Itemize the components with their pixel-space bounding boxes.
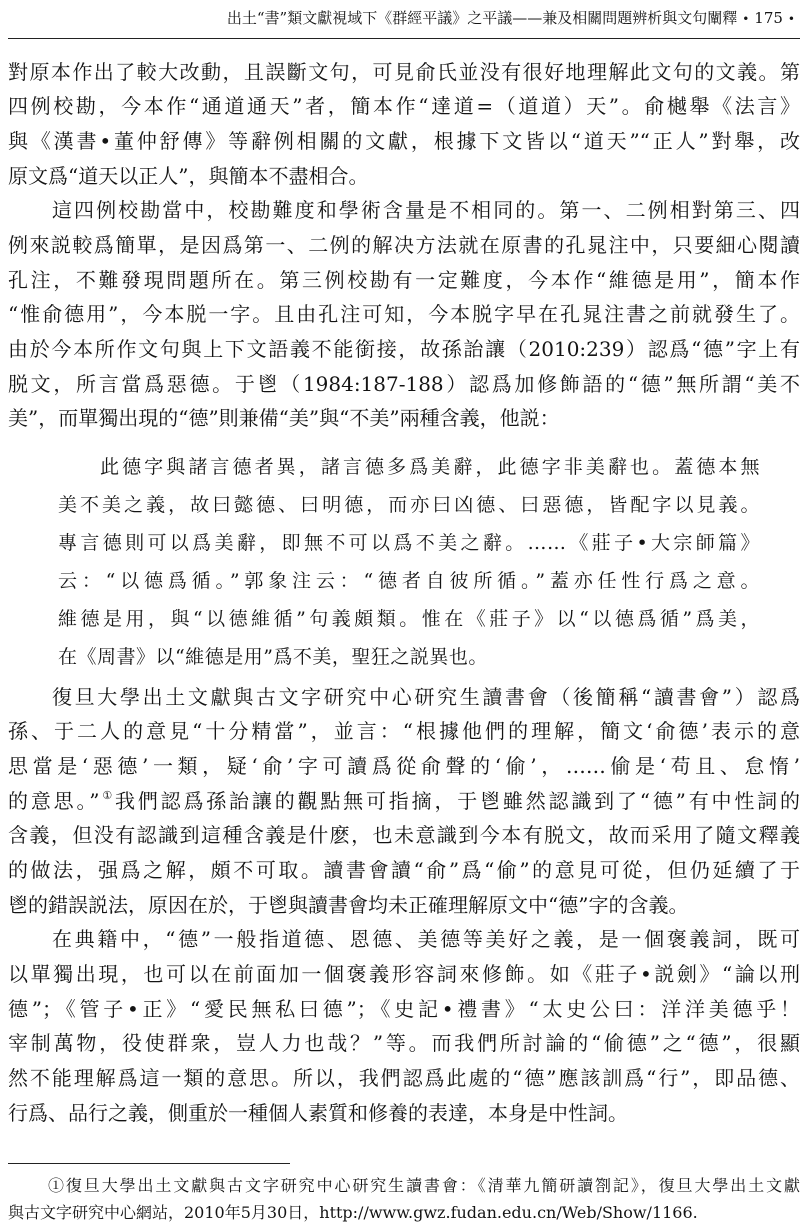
page-ornament: • bbox=[742, 12, 750, 26]
body-line: 德”；《管子•正》“愛民無私曰德”；《史記•禮書》“太史公曰：洋洋美德乎！ bbox=[8, 996, 800, 1021]
body-line: 孫、于二人的意見“十分精當”，並言：“根據他們的理解，簡文‘俞德’表示的意 bbox=[8, 719, 800, 744]
quote-line: 美不美之義，故曰懿德、曰明德，而亦曰凶德、曰惡德，皆配字以見義。 bbox=[58, 494, 760, 516]
quote-line: 專言德則可以爲美辭，即無不可以爲不美之辭。……《莊子•大宗師篇》 bbox=[58, 532, 760, 554]
running-header bbox=[227, 6, 800, 30]
body-line-with-note bbox=[8, 784, 800, 819]
body-text-bottom bbox=[8, 680, 800, 1131]
footnote-line bbox=[8, 1172, 800, 1199]
body-line: 含義，但没有認識到這種含義是什麽，也未意識到今本有脱文，故而采用了隨文釋義 bbox=[8, 823, 800, 848]
quote-line: 此德字與諸言德者異，諸言德多爲美辭，此德字非美辭也。蓋德本無 bbox=[100, 456, 760, 478]
footnote-reference: ① bbox=[99, 788, 115, 802]
body-line: 由於今本所作文句與上下文語義不能銜接，故孫詒讓（2010:239）認爲“德”字上有 bbox=[8, 337, 800, 362]
footnote-line: 與古文字研究中心網站，2010年5月30日，http://www.gwz.fudan.edu.cn/Web/Show/1166. bbox=[8, 1203, 698, 1222]
page-number: 175 bbox=[754, 9, 783, 27]
body-line: 例來説較爲簡單，是因爲第一、二例的解决方法就在原書的孔晁注中，只要細心閱讀 bbox=[8, 233, 800, 258]
body-line: 孔注，不難發現問題所在。第三例校勘有一定難度，今本作“維德是用”，簡本作 bbox=[8, 267, 800, 292]
body-line: 四例校勘，今本作“通道通天”者，簡本作“達道=（道道）天”。俞樾舉《法言》 bbox=[8, 94, 800, 119]
page-ornament: • bbox=[787, 12, 795, 26]
footnote-marker: ① bbox=[48, 1176, 66, 1195]
footnote-rule bbox=[8, 1163, 290, 1164]
body-line: 原文爲“道天以正人”，與簡本不盡相合。 bbox=[8, 163, 369, 188]
quote-line: 云：“以德爲循。”郭象注云：“德者自彼所循。”蓋亦任性行爲之意。 bbox=[58, 570, 760, 592]
line-text: 我們認爲孫詒讓的觀點無可指摘，于鬯雖然認識到了“德”有中性詞的 bbox=[115, 788, 800, 813]
body-line: “惟俞德用”，今本脱一字。且由孔注可知，今本脱字早在孔晁注書之前就發生了。 bbox=[8, 302, 800, 327]
body-line: 宰制萬物，役使群衆，豈人力也哉？”等。而我們所討論的“偷德”之“德”，很顯 bbox=[8, 1031, 800, 1056]
header-rule bbox=[8, 38, 800, 39]
body-line: 復旦大學出土文獻與古文字研究中心研究生讀書會（後簡稱“讀書會”）認爲 bbox=[52, 684, 800, 709]
body-line: 脱文，所言當爲惡德。于鬯（1984:187-188）認爲加修飾語的“德”無所謂“美不 bbox=[8, 371, 800, 396]
body-line: 行爲、品行之義，側重於一種個人素質和修養的表達，本身是中性詞。 bbox=[8, 1100, 628, 1125]
running-title: 出土“書”類文獻視域下《群經平議》之平議——兼及相關問題辨析與文句闡釋 bbox=[226, 9, 738, 27]
line-text: 的意思。” bbox=[8, 788, 100, 813]
body-line: 與《漢書•董仲舒傳》等辭例相關的文獻，根據下文皆以“道天”“正人”對舉，改 bbox=[8, 128, 800, 153]
body-line: 然不能理解爲這一類的意思。所以，我們認爲此處的“德”應該訓爲“行”，即品德、 bbox=[8, 1066, 800, 1091]
body-line: 在典籍中，“德”一般指道德、恩德、美德等美好之義，是一個褒義詞，既可 bbox=[52, 927, 800, 952]
body-line: 鬯的錯誤説法，原因在於，于鬯與讀書會均未正確理解原文中“德”字的含義。 bbox=[8, 892, 689, 917]
footnote bbox=[8, 1172, 800, 1226]
quote-line: 在《周書》以“維德是用”爲不美，聖狂之説異也。 bbox=[58, 646, 488, 668]
body-line: 的做法，强爲之解，頗不可取。讀書會讀“俞”爲“偷”的意見可從，但仍延續了于 bbox=[8, 858, 800, 883]
body-line: 這四例校勘當中，校勘難度和學術含量是不相同的。第一、二例相對第三、四 bbox=[52, 198, 800, 223]
quote-line: 維德是用，與“以德維循”句義頗類。惟在《莊子》以“以德爲循”爲美， bbox=[58, 608, 760, 630]
block-quote bbox=[58, 448, 760, 676]
body-line: 以單獨出現，也可以在前面加一個褒義形容詞來修飾。如《莊子•説劍》“論以刑 bbox=[8, 962, 800, 987]
footnote-text: 復旦大學出土文獻與古文字研究中心研究生讀書會：《清華九簡研讀劄記》，復旦大學出土文獻 bbox=[65, 1176, 800, 1195]
body-text-top bbox=[8, 55, 800, 437]
body-line: 對原本作出了較大改動，且誤斷文句，可見俞氏並没有很好地理解此文句的文義。第 bbox=[8, 59, 800, 84]
body-line: 思當是‘惡德’一類，疑‘俞’字可讀爲從俞聲的‘偷’，……偷是‘苟且、怠惰’ bbox=[8, 753, 800, 778]
body-line: 美”，而單獨出現的“德”則兼備“美”與“不美”兩種含義，他説： bbox=[8, 406, 560, 431]
